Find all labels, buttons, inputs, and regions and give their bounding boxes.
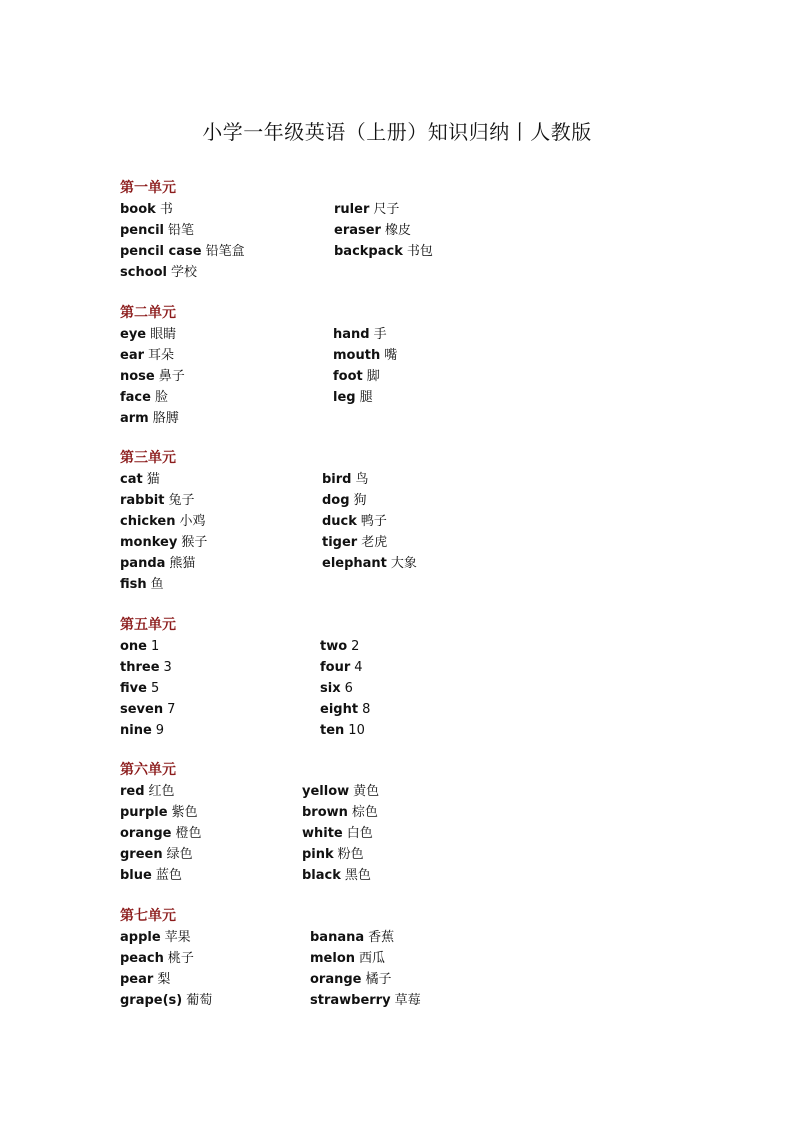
chinese-meaning: 熊猫 — [169, 556, 196, 571]
english-word: eye — [120, 327, 147, 342]
chinese-meaning: 书包 — [406, 244, 433, 259]
english-word: monkey — [120, 535, 178, 550]
unit-heading: 第五单元 — [120, 617, 176, 633]
vocab-row — [120, 720, 680, 741]
chinese-meaning: 蓝色 — [155, 868, 182, 883]
vocab-entry — [120, 720, 164, 741]
english-word: green — [120, 847, 163, 862]
vocab-row — [120, 220, 680, 241]
english-word: orange — [310, 972, 362, 987]
vocab-row — [120, 699, 680, 720]
vocab-entry — [334, 199, 399, 220]
vocab-entry — [120, 657, 172, 678]
vocab-row — [120, 324, 680, 345]
english-word: purple — [120, 805, 168, 820]
vocab-entry — [322, 532, 387, 553]
english-word: two — [320, 639, 348, 654]
english-word: six — [320, 681, 341, 696]
chinese-meaning: 10 — [348, 723, 365, 738]
vocab-entry — [310, 948, 385, 969]
vocab-row — [120, 387, 680, 408]
english-word: foot — [333, 369, 363, 384]
vocab-entry — [120, 969, 170, 990]
chinese-meaning: 棕色 — [351, 805, 378, 820]
chinese-meaning: 9 — [155, 723, 165, 738]
chinese-meaning: 耳朵 — [148, 348, 175, 363]
chinese-meaning: 橙色 — [175, 826, 202, 841]
chinese-meaning: 大象 — [390, 556, 417, 571]
vocab-entry — [310, 927, 394, 948]
vocab-entry — [120, 345, 174, 366]
vocab-entry — [302, 802, 378, 823]
vocab-row — [120, 574, 680, 595]
unit-section — [120, 448, 680, 595]
chinese-meaning: 5 — [150, 681, 160, 696]
unit-heading: 第六单元 — [120, 762, 176, 778]
vocab-entry — [120, 241, 245, 262]
unit-section — [120, 178, 680, 283]
unit-heading: 第二单元 — [120, 305, 176, 321]
english-word: peach — [120, 951, 164, 966]
english-word: pink — [302, 847, 334, 862]
english-word: face — [120, 390, 151, 405]
chinese-meaning: 黄色 — [353, 784, 380, 799]
vocab-entry — [320, 678, 353, 699]
chinese-meaning: 葡萄 — [186, 993, 213, 1008]
english-word: book — [120, 202, 156, 217]
unit-heading: 第一单元 — [120, 180, 176, 196]
vocab-row — [120, 823, 680, 844]
chinese-meaning: 紫色 — [171, 805, 198, 820]
vocab-row — [120, 802, 680, 823]
english-word: panda — [120, 556, 166, 571]
vocab-entry — [302, 781, 379, 802]
chinese-meaning: 红色 — [148, 784, 175, 799]
vocab-entry — [322, 490, 367, 511]
vocab-entry — [333, 324, 387, 345]
vocab-entry — [320, 636, 359, 657]
chinese-meaning: 香蕉 — [368, 930, 395, 945]
chinese-meaning: 尺子 — [373, 202, 400, 217]
english-word: ruler — [334, 202, 370, 217]
vocab-row — [120, 511, 680, 532]
english-word: elephant — [322, 556, 387, 571]
english-word: pencil — [120, 223, 164, 238]
english-word: one — [120, 639, 148, 654]
english-word: yellow — [302, 784, 350, 799]
english-word: white — [302, 826, 343, 841]
vocab-row — [120, 781, 680, 802]
english-word: dog — [322, 493, 350, 508]
chinese-meaning: 橡皮 — [384, 223, 411, 238]
chinese-meaning: 6 — [344, 681, 353, 696]
vocab-entry — [120, 802, 198, 823]
vocab-entry — [320, 699, 370, 720]
vocab-entry — [302, 823, 373, 844]
chinese-meaning: 鸟 — [355, 472, 369, 487]
english-word: grape(s) — [120, 993, 183, 1008]
chinese-meaning: 脸 — [154, 390, 168, 405]
vocab-entry — [120, 469, 160, 490]
page-title: 小学一年级英语（上册）知识归纳丨人教版 — [202, 120, 592, 144]
chinese-meaning: 学校 — [171, 265, 198, 280]
chinese-meaning: 狗 — [353, 493, 367, 508]
vocab-entry — [120, 990, 212, 1011]
vocab-entry — [310, 969, 392, 990]
chinese-meaning: 脚 — [366, 369, 380, 384]
unit-heading: 第七单元 — [120, 908, 176, 924]
vocab-entry — [120, 262, 197, 283]
chinese-meaning: 铅笔盒 — [205, 244, 245, 259]
vocab-entry — [120, 781, 175, 802]
chinese-meaning: 嘴 — [384, 348, 398, 363]
vocab-row — [120, 490, 680, 511]
english-word: duck — [322, 514, 357, 529]
english-word: pencil case — [120, 244, 202, 259]
vocab-entry — [120, 678, 159, 699]
vocab-row — [120, 636, 680, 657]
chinese-meaning: 兔子 — [168, 493, 195, 508]
vocab-row — [120, 366, 680, 387]
chinese-meaning: 腿 — [359, 390, 373, 405]
english-word: ten — [320, 723, 345, 738]
vocab-entry — [322, 511, 387, 532]
english-word: red — [120, 784, 145, 799]
vocab-entry — [120, 948, 194, 969]
vocab-row — [120, 199, 680, 220]
unit-heading: 第三单元 — [120, 450, 176, 466]
chinese-meaning: 7 — [167, 702, 176, 717]
vocab-row — [120, 844, 680, 865]
chinese-meaning: 苹果 — [164, 930, 191, 945]
vocab-entry — [333, 345, 397, 366]
chinese-meaning: 3 — [163, 660, 172, 675]
chinese-meaning: 白色 — [346, 826, 373, 841]
vocab-entry — [334, 241, 433, 262]
chinese-meaning: 鼻子 — [158, 369, 185, 384]
english-word: hand — [333, 327, 370, 342]
english-word: cat — [120, 472, 143, 487]
english-word: mouth — [333, 348, 381, 363]
unit-section — [120, 760, 680, 886]
vocab-entry — [120, 324, 176, 345]
chinese-meaning: 黑色 — [344, 868, 371, 883]
chinese-meaning: 绿色 — [166, 847, 193, 862]
chinese-meaning: 桃子 — [167, 951, 194, 966]
chinese-meaning: 胳膊 — [152, 411, 179, 426]
chinese-meaning: 鸭子 — [360, 514, 387, 529]
vocab-row — [120, 262, 680, 283]
english-word: fish — [120, 577, 147, 592]
english-word: brown — [302, 805, 348, 820]
english-word: four — [320, 660, 351, 675]
vocab-entry — [120, 823, 202, 844]
english-word: rabbit — [120, 493, 165, 508]
english-word: school — [120, 265, 168, 280]
english-word: orange — [120, 826, 172, 841]
vocab-row — [120, 553, 680, 574]
vocab-entry — [333, 366, 380, 387]
vocab-row — [120, 865, 680, 886]
vocab-row — [120, 969, 680, 990]
vocab-entry — [120, 387, 168, 408]
english-word: eight — [320, 702, 359, 717]
english-word: three — [120, 660, 160, 675]
vocab-entry — [120, 511, 206, 532]
vocab-entry — [120, 553, 195, 574]
chinese-meaning: 8 — [362, 702, 371, 717]
english-word: chicken — [120, 514, 176, 529]
english-word: eraser — [334, 223, 381, 238]
english-word: nose — [120, 369, 155, 384]
english-word: melon — [310, 951, 356, 966]
english-word: pear — [120, 972, 154, 987]
vocab-row — [120, 469, 680, 490]
vocab-entry — [120, 574, 164, 595]
vocab-row — [120, 345, 680, 366]
vocab-entry — [120, 220, 194, 241]
english-word: arm — [120, 411, 149, 426]
english-word: blue — [120, 868, 152, 883]
english-word: strawberry — [310, 993, 391, 1008]
vocab-entry — [322, 469, 369, 490]
vocab-row — [120, 657, 680, 678]
vocab-entry — [302, 865, 371, 886]
vocab-entry — [334, 220, 411, 241]
chinese-meaning: 橘子 — [365, 972, 392, 987]
chinese-meaning: 粉色 — [337, 847, 364, 862]
vocab-entry — [120, 366, 185, 387]
vocab-entry — [120, 844, 193, 865]
vocab-row — [120, 678, 680, 699]
chinese-meaning: 小鸡 — [179, 514, 206, 529]
chinese-meaning: 鱼 — [150, 577, 164, 592]
vocab-entry — [120, 532, 207, 553]
unit-section — [120, 303, 680, 429]
vocab-entry — [120, 927, 191, 948]
chinese-meaning: 手 — [373, 327, 387, 342]
vocab-row — [120, 408, 680, 429]
vocab-entry — [120, 199, 173, 220]
vocab-row — [120, 241, 680, 262]
english-word: seven — [120, 702, 164, 717]
vocab-entry — [120, 408, 179, 429]
vocab-row — [120, 990, 680, 1011]
chinese-meaning: 4 — [354, 660, 363, 675]
chinese-meaning: 老虎 — [361, 535, 388, 550]
vocab-row — [120, 532, 680, 553]
vocab-entry — [120, 636, 159, 657]
vocab-entry — [320, 720, 365, 741]
english-word: five — [120, 681, 147, 696]
chinese-meaning: 猫 — [146, 472, 160, 487]
english-word: backpack — [334, 244, 403, 259]
english-word: nine — [120, 723, 152, 738]
chinese-meaning: 1 — [151, 639, 160, 654]
vocab-entry — [302, 844, 364, 865]
english-word: black — [302, 868, 341, 883]
vocab-entry — [322, 553, 417, 574]
english-word: ear — [120, 348, 145, 363]
chinese-meaning: 铅笔 — [168, 223, 195, 238]
vocab-entry — [333, 387, 373, 408]
english-word: banana — [310, 930, 365, 945]
chinese-meaning: 2 — [351, 639, 360, 654]
vocab-entry — [120, 490, 194, 511]
english-word: leg — [333, 390, 356, 405]
chinese-meaning: 梨 — [157, 972, 171, 987]
vocab-row — [120, 927, 680, 948]
english-word: tiger — [322, 535, 358, 550]
unit-section — [120, 615, 680, 741]
chinese-meaning: 西瓜 — [359, 951, 386, 966]
chinese-meaning: 猴子 — [181, 535, 208, 550]
vocab-entry — [310, 990, 421, 1011]
chinese-meaning: 眼睛 — [150, 327, 177, 342]
chinese-meaning: 书 — [159, 202, 173, 217]
vocab-row — [120, 948, 680, 969]
english-word: apple — [120, 930, 161, 945]
unit-section — [120, 906, 680, 1011]
english-word: bird — [322, 472, 352, 487]
vocab-entry — [120, 865, 182, 886]
vocab-entry — [320, 657, 363, 678]
vocab-entry — [120, 699, 175, 720]
chinese-meaning: 草莓 — [394, 993, 421, 1008]
